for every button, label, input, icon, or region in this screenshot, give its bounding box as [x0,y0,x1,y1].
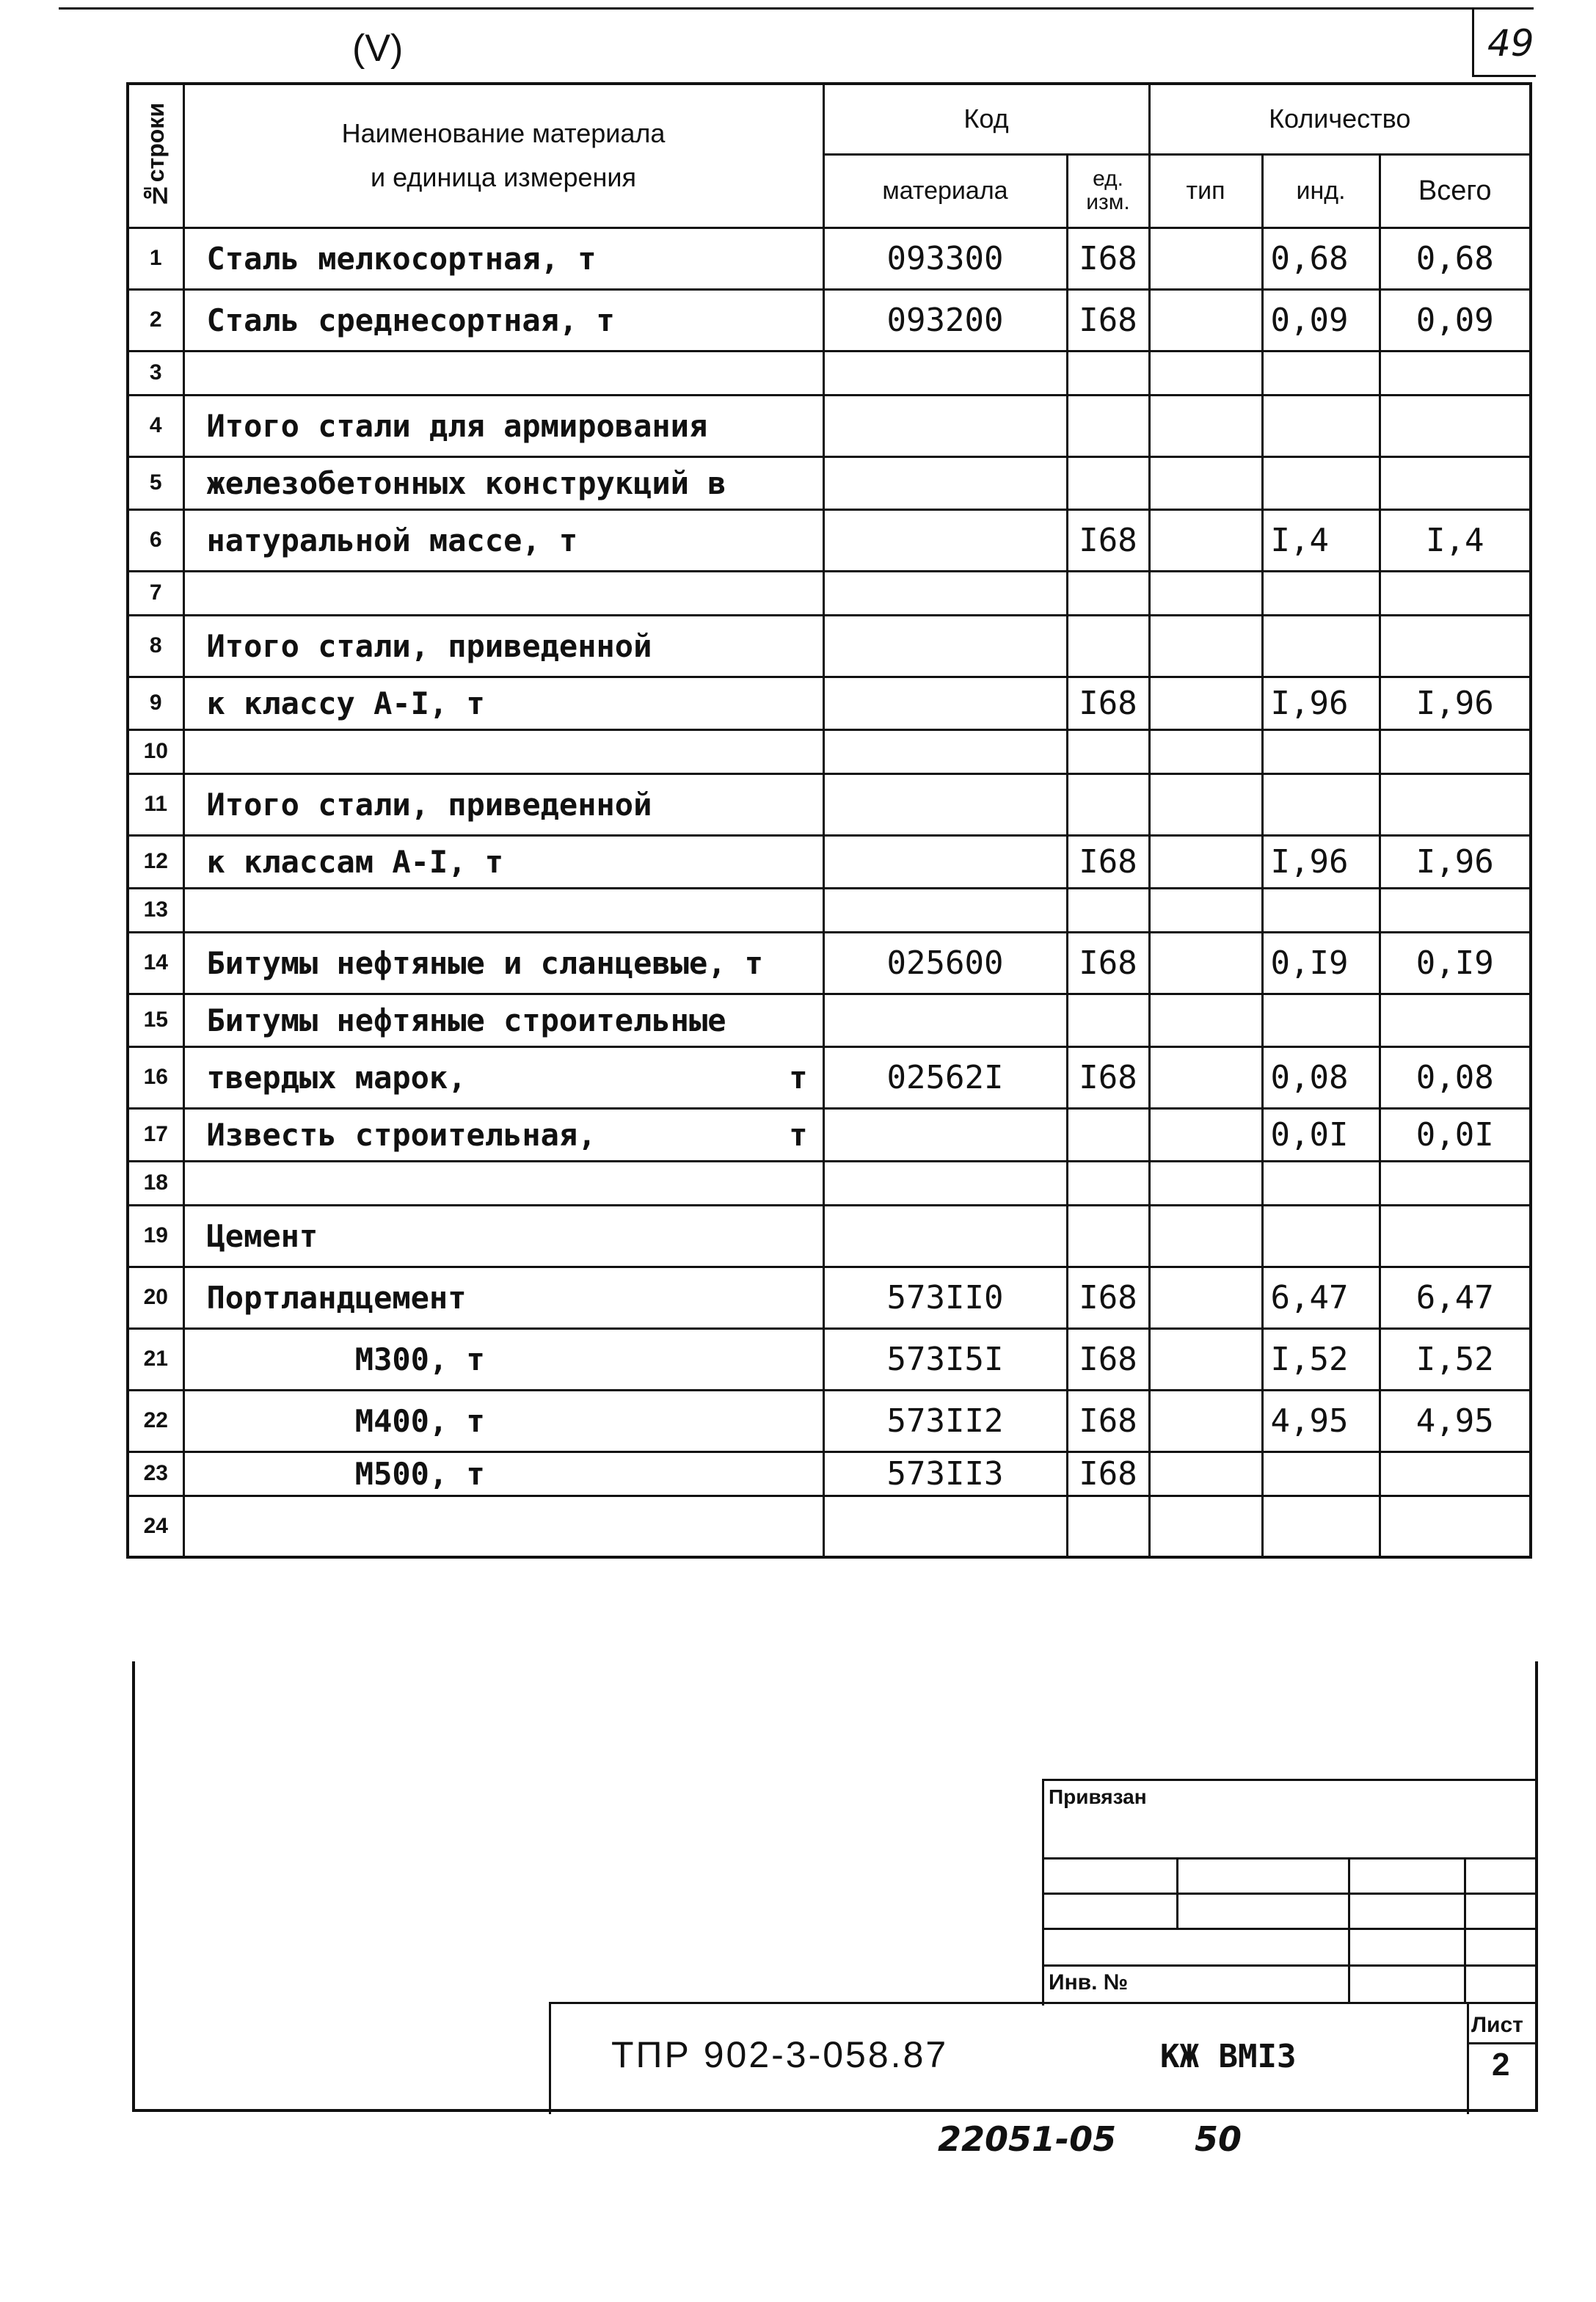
row-number-cell: 5 [128,456,183,509]
order-number: 22051-05 [938,2119,1117,2159]
row-number-cell: 17 [128,1108,183,1161]
unit-code-cell [1067,1108,1149,1161]
unit-code-cell [1067,1496,1149,1557]
qty-total-cell [1380,571,1531,615]
qty-type-cell [1149,1161,1262,1205]
material-name-cell [183,773,823,835]
material-name: М400, т [206,1402,485,1439]
table-row [128,677,1531,729]
header-row-number-label: №строки [142,103,169,209]
material-code-cell: 573II2 [823,1390,1067,1452]
material-name: М500, т [206,1455,485,1492]
material-name-cell [183,289,823,351]
material-name: железобетонных конструкций в [206,465,726,501]
header-code: Код [823,84,1149,154]
header-name-line2: и единица измерения [370,162,636,193]
top-border-line [59,7,1534,10]
qty-type-cell [1149,729,1262,773]
table-body [128,227,1531,1557]
qty-ind-cell: I,4 [1262,509,1380,571]
qty-type-cell [1149,1452,1262,1496]
material-code-cell [823,571,1067,615]
qty-ind-cell [1262,1496,1380,1557]
table-row [128,1267,1531,1328]
header-quantity: Количество [1149,84,1531,154]
qty-total-cell [1380,1205,1531,1267]
row-number-cell: 3 [128,351,183,395]
unit-code-cell [1067,571,1149,615]
unit-code-cell [1067,1205,1149,1267]
header-row-number [128,84,183,227]
material-code-cell: 093300 [823,227,1067,289]
row-number-cell: 24 [128,1496,183,1557]
unit-code-cell [1067,888,1149,932]
unit-code-cell: I68 [1067,1452,1149,1496]
qty-ind-cell [1262,615,1380,677]
stamp-divider [1467,2004,1469,2114]
grid-line [1176,1857,1178,1929]
row-number-cell: 4 [128,395,183,456]
qty-type-cell [1149,994,1262,1046]
material-code-cell [823,729,1067,773]
row-number-cell: 19 [128,1205,183,1267]
qty-type-cell [1149,1328,1262,1390]
table-row [128,1390,1531,1452]
row-number-cell: 12 [128,835,183,888]
unit-code-cell [1067,729,1149,773]
material-code-cell [823,456,1067,509]
material-name-cell [183,1452,823,1496]
qty-ind-cell: I,96 [1262,835,1380,888]
material-name: натуральной массе, т [206,522,578,558]
qty-ind-cell: 0,09 [1262,289,1380,351]
header-qty-total: Всего [1380,154,1531,227]
material-name-cell [183,395,823,456]
qty-type-cell [1149,351,1262,395]
qty-ind-cell: 4,95 [1262,1390,1380,1452]
material-name: Цемент [206,1217,318,1254]
qty-type-cell [1149,571,1262,615]
qty-total-cell [1380,729,1531,773]
qty-total-cell [1380,1452,1531,1496]
material-code-cell [823,773,1067,835]
qty-type-cell [1149,1046,1262,1108]
main-stamp [549,2002,1537,2114]
material-code-cell [823,1496,1067,1557]
qty-ind-cell: 6,47 [1262,1267,1380,1328]
qty-type-cell [1149,456,1262,509]
table-row [128,571,1531,615]
inv-no-label: Инв. № [1049,1970,1129,1995]
unit-code-cell: I68 [1067,1046,1149,1108]
row-number-cell: 9 [128,677,183,729]
material-name-cell [183,1161,823,1205]
qty-type-cell [1149,227,1262,289]
material-name-cell [183,1205,823,1267]
material-name: твердых марок, [206,1059,467,1096]
qty-total-cell [1380,395,1531,456]
material-name-cell [183,227,823,289]
qty-total-cell: I,96 [1380,835,1531,888]
qty-ind-cell: I,96 [1262,677,1380,729]
qty-type-cell [1149,932,1262,994]
table-row [128,1452,1531,1496]
unit-code-cell [1067,395,1149,456]
grid-line [1464,1857,1466,2004]
sheet-number: 2 [1492,2047,1510,2083]
material-code-cell: 02562I [823,1046,1067,1108]
table-row [128,994,1531,1046]
table-row [128,932,1531,994]
material-name: Итого стали, приведенной [206,786,652,823]
unit-code-cell [1067,773,1149,835]
row-number-cell: 11 [128,773,183,835]
row-number-cell: 15 [128,994,183,1046]
material-name: Битумы нефтяные строительные [206,1002,726,1038]
header-code-material: материала [823,154,1067,227]
qty-ind-cell [1262,729,1380,773]
table-row [128,1161,1531,1205]
material-name-cell [183,456,823,509]
material-name: Итого стали для армирования [206,407,708,444]
qty-type-cell [1149,395,1262,456]
material-code-cell: 025600 [823,932,1067,994]
material-name-cell [183,1108,823,1161]
unit-code-cell [1067,994,1149,1046]
stamp-divider [1467,2042,1537,2044]
material-code-cell [823,1161,1067,1205]
privyazan-block [1042,1779,1537,2006]
material-code-cell [823,1108,1067,1161]
material-code-cell: 573II3 [823,1452,1067,1496]
material-name-cell [183,994,823,1046]
material-name-cell [183,835,823,888]
material-name-cell [183,351,823,395]
table-row [128,729,1531,773]
header-name [183,84,823,227]
material-name-cell [183,677,823,729]
qty-type-cell [1149,615,1262,677]
header-code-unit: ед. изм. [1067,154,1149,227]
row-number-cell: 14 [128,932,183,994]
qty-ind-cell: 0,0I [1262,1108,1380,1161]
material-code-cell [823,994,1067,1046]
unit-code-cell: I68 [1067,677,1149,729]
qty-ind-cell [1262,773,1380,835]
bottom-page: 50 [1195,2119,1242,2159]
sheet-label: Лист [1471,2013,1523,2037]
material-code-cell [823,615,1067,677]
material-unit-suffix: т [789,1059,808,1096]
material-code-cell [823,1205,1067,1267]
header-name-line1: Наименование материала [341,118,666,149]
material-name-cell [183,509,823,571]
unit-code-cell: I68 [1067,1328,1149,1390]
material-name: Портландцемент [206,1279,467,1316]
row-number-cell: 6 [128,509,183,571]
qty-type-cell [1149,773,1262,835]
table-row [128,227,1531,289]
qty-total-cell [1380,456,1531,509]
material-unit-suffix: т [789,1116,808,1153]
qty-type-cell [1149,1496,1262,1557]
unit-code-cell: I68 [1067,835,1149,888]
qty-type-cell [1149,888,1262,932]
doc-code: ТПР 902-3-058.87 [611,2034,949,2075]
unit-code-cell [1067,615,1149,677]
qty-total-cell: 0,09 [1380,289,1531,351]
qty-total-cell [1380,888,1531,932]
row-number-cell: 20 [128,1267,183,1328]
row-number-cell: 13 [128,888,183,932]
material-name-cell [183,1496,823,1557]
table-row [128,615,1531,677]
row-number-cell: 7 [128,571,183,615]
privyazan-label: Привязан [1049,1785,1147,1808]
row-number-cell: 8 [128,615,183,677]
material-name: Сталь мелкосортная, т [206,240,597,277]
qty-type-cell [1149,1267,1262,1328]
qty-ind-cell [1262,395,1380,456]
qty-total-cell: I,52 [1380,1328,1531,1390]
table-row [128,289,1531,351]
qty-type-cell [1149,835,1262,888]
row-number-cell: 22 [128,1390,183,1452]
table-row [128,351,1531,395]
material-name-cell [183,571,823,615]
material-code-cell [823,888,1067,932]
material-name-cell [183,1267,823,1328]
row-number-cell: 10 [128,729,183,773]
top-mark: (V) [352,27,404,70]
qty-ind-cell [1262,456,1380,509]
doc-mark: КЖ ВМI3 [1160,2038,1297,2075]
unit-code-cell: I68 [1067,289,1149,351]
qty-type-cell [1149,677,1262,729]
qty-ind-cell: 0,08 [1262,1046,1380,1108]
material-name-cell [183,1328,823,1390]
qty-type-cell [1149,1205,1262,1267]
row-number-cell: 18 [128,1161,183,1205]
qty-type-cell [1149,1108,1262,1161]
material-name: к классам А-I, т [206,843,504,880]
material-name: к классу А-I, т [206,685,485,721]
table-row [128,1046,1531,1108]
qty-total-cell: I,96 [1380,677,1531,729]
material-name-cell [183,932,823,994]
unit-code-cell [1067,1161,1149,1205]
material-name-cell [183,729,823,773]
unit-code-cell [1067,351,1149,395]
header-qty-type: тип [1149,154,1262,227]
header-qty-ind: инд. [1262,154,1380,227]
material-name-cell [183,1046,823,1108]
material-name-cell [183,888,823,932]
qty-total-cell: 4,95 [1380,1390,1531,1452]
material-name: М300, т [206,1341,485,1377]
table-row [128,1108,1531,1161]
qty-ind-cell: 0,I9 [1262,932,1380,994]
material-name: Итого стали, приведенной [206,627,652,664]
qty-ind-cell: I,52 [1262,1328,1380,1390]
material-code-cell [823,509,1067,571]
qty-ind-cell [1262,888,1380,932]
qty-ind-cell [1262,351,1380,395]
qty-total-cell [1380,1496,1531,1557]
qty-ind-cell: 0,68 [1262,227,1380,289]
unit-code-cell [1067,456,1149,509]
material-name: Сталь среднесортная, т [206,302,615,338]
row-number-cell: 21 [128,1328,183,1390]
qty-total-cell [1380,351,1531,395]
qty-total-cell: 0,08 [1380,1046,1531,1108]
table-row [128,773,1531,835]
unit-code-cell: I68 [1067,1267,1149,1328]
table-row [128,835,1531,888]
qty-ind-cell [1262,1452,1380,1496]
material-name: Известь строительная, [206,1116,597,1153]
material-name-cell [183,615,823,677]
row-number-cell: 1 [128,227,183,289]
qty-total-cell: 0,68 [1380,227,1531,289]
qty-total-cell [1380,773,1531,835]
unit-code-cell: I68 [1067,932,1149,994]
qty-total-cell: 6,47 [1380,1267,1531,1328]
unit-code-cell: I68 [1067,509,1149,571]
table-row [128,456,1531,509]
unit-code-cell: I68 [1067,1390,1149,1452]
grid-line [1348,1857,1350,2004]
qty-total-cell: 0,0I [1380,1108,1531,1161]
table-row [128,1205,1531,1267]
qty-type-cell [1149,1390,1262,1452]
page-number: 49 [1487,22,1534,65]
qty-ind-cell [1262,571,1380,615]
qty-total-cell [1380,1161,1531,1205]
row-number-cell: 2 [128,289,183,351]
table-row [128,1496,1531,1557]
material-code-cell: 573II0 [823,1267,1067,1328]
qty-total-cell: I,4 [1380,509,1531,571]
qty-total-cell [1380,615,1531,677]
material-name-cell [183,1390,823,1452]
qty-ind-cell [1262,1161,1380,1205]
table-row [128,395,1531,456]
material-code-cell [823,395,1067,456]
material-code-cell: 093200 [823,289,1067,351]
qty-type-cell [1149,289,1262,351]
material-code-cell [823,677,1067,729]
frame-left-line [132,1661,135,2112]
table-row [128,1328,1531,1390]
table-row [128,888,1531,932]
material-code-cell: 573I5I [823,1328,1067,1390]
material-code-cell [823,351,1067,395]
qty-total-cell [1380,994,1531,1046]
qty-ind-cell [1262,1205,1380,1267]
qty-total-cell: 0,I9 [1380,932,1531,994]
materials-table [126,82,1532,1559]
qty-type-cell [1149,509,1262,571]
material-code-cell [823,835,1067,888]
page-number-box [1472,7,1536,77]
material-name: Битумы нефтяные и сланцевые, т [206,944,764,981]
row-number-cell: 16 [128,1046,183,1108]
table-row [128,509,1531,571]
row-number-cell: 23 [128,1452,183,1496]
unit-code-cell: I68 [1067,227,1149,289]
qty-ind-cell [1262,994,1380,1046]
